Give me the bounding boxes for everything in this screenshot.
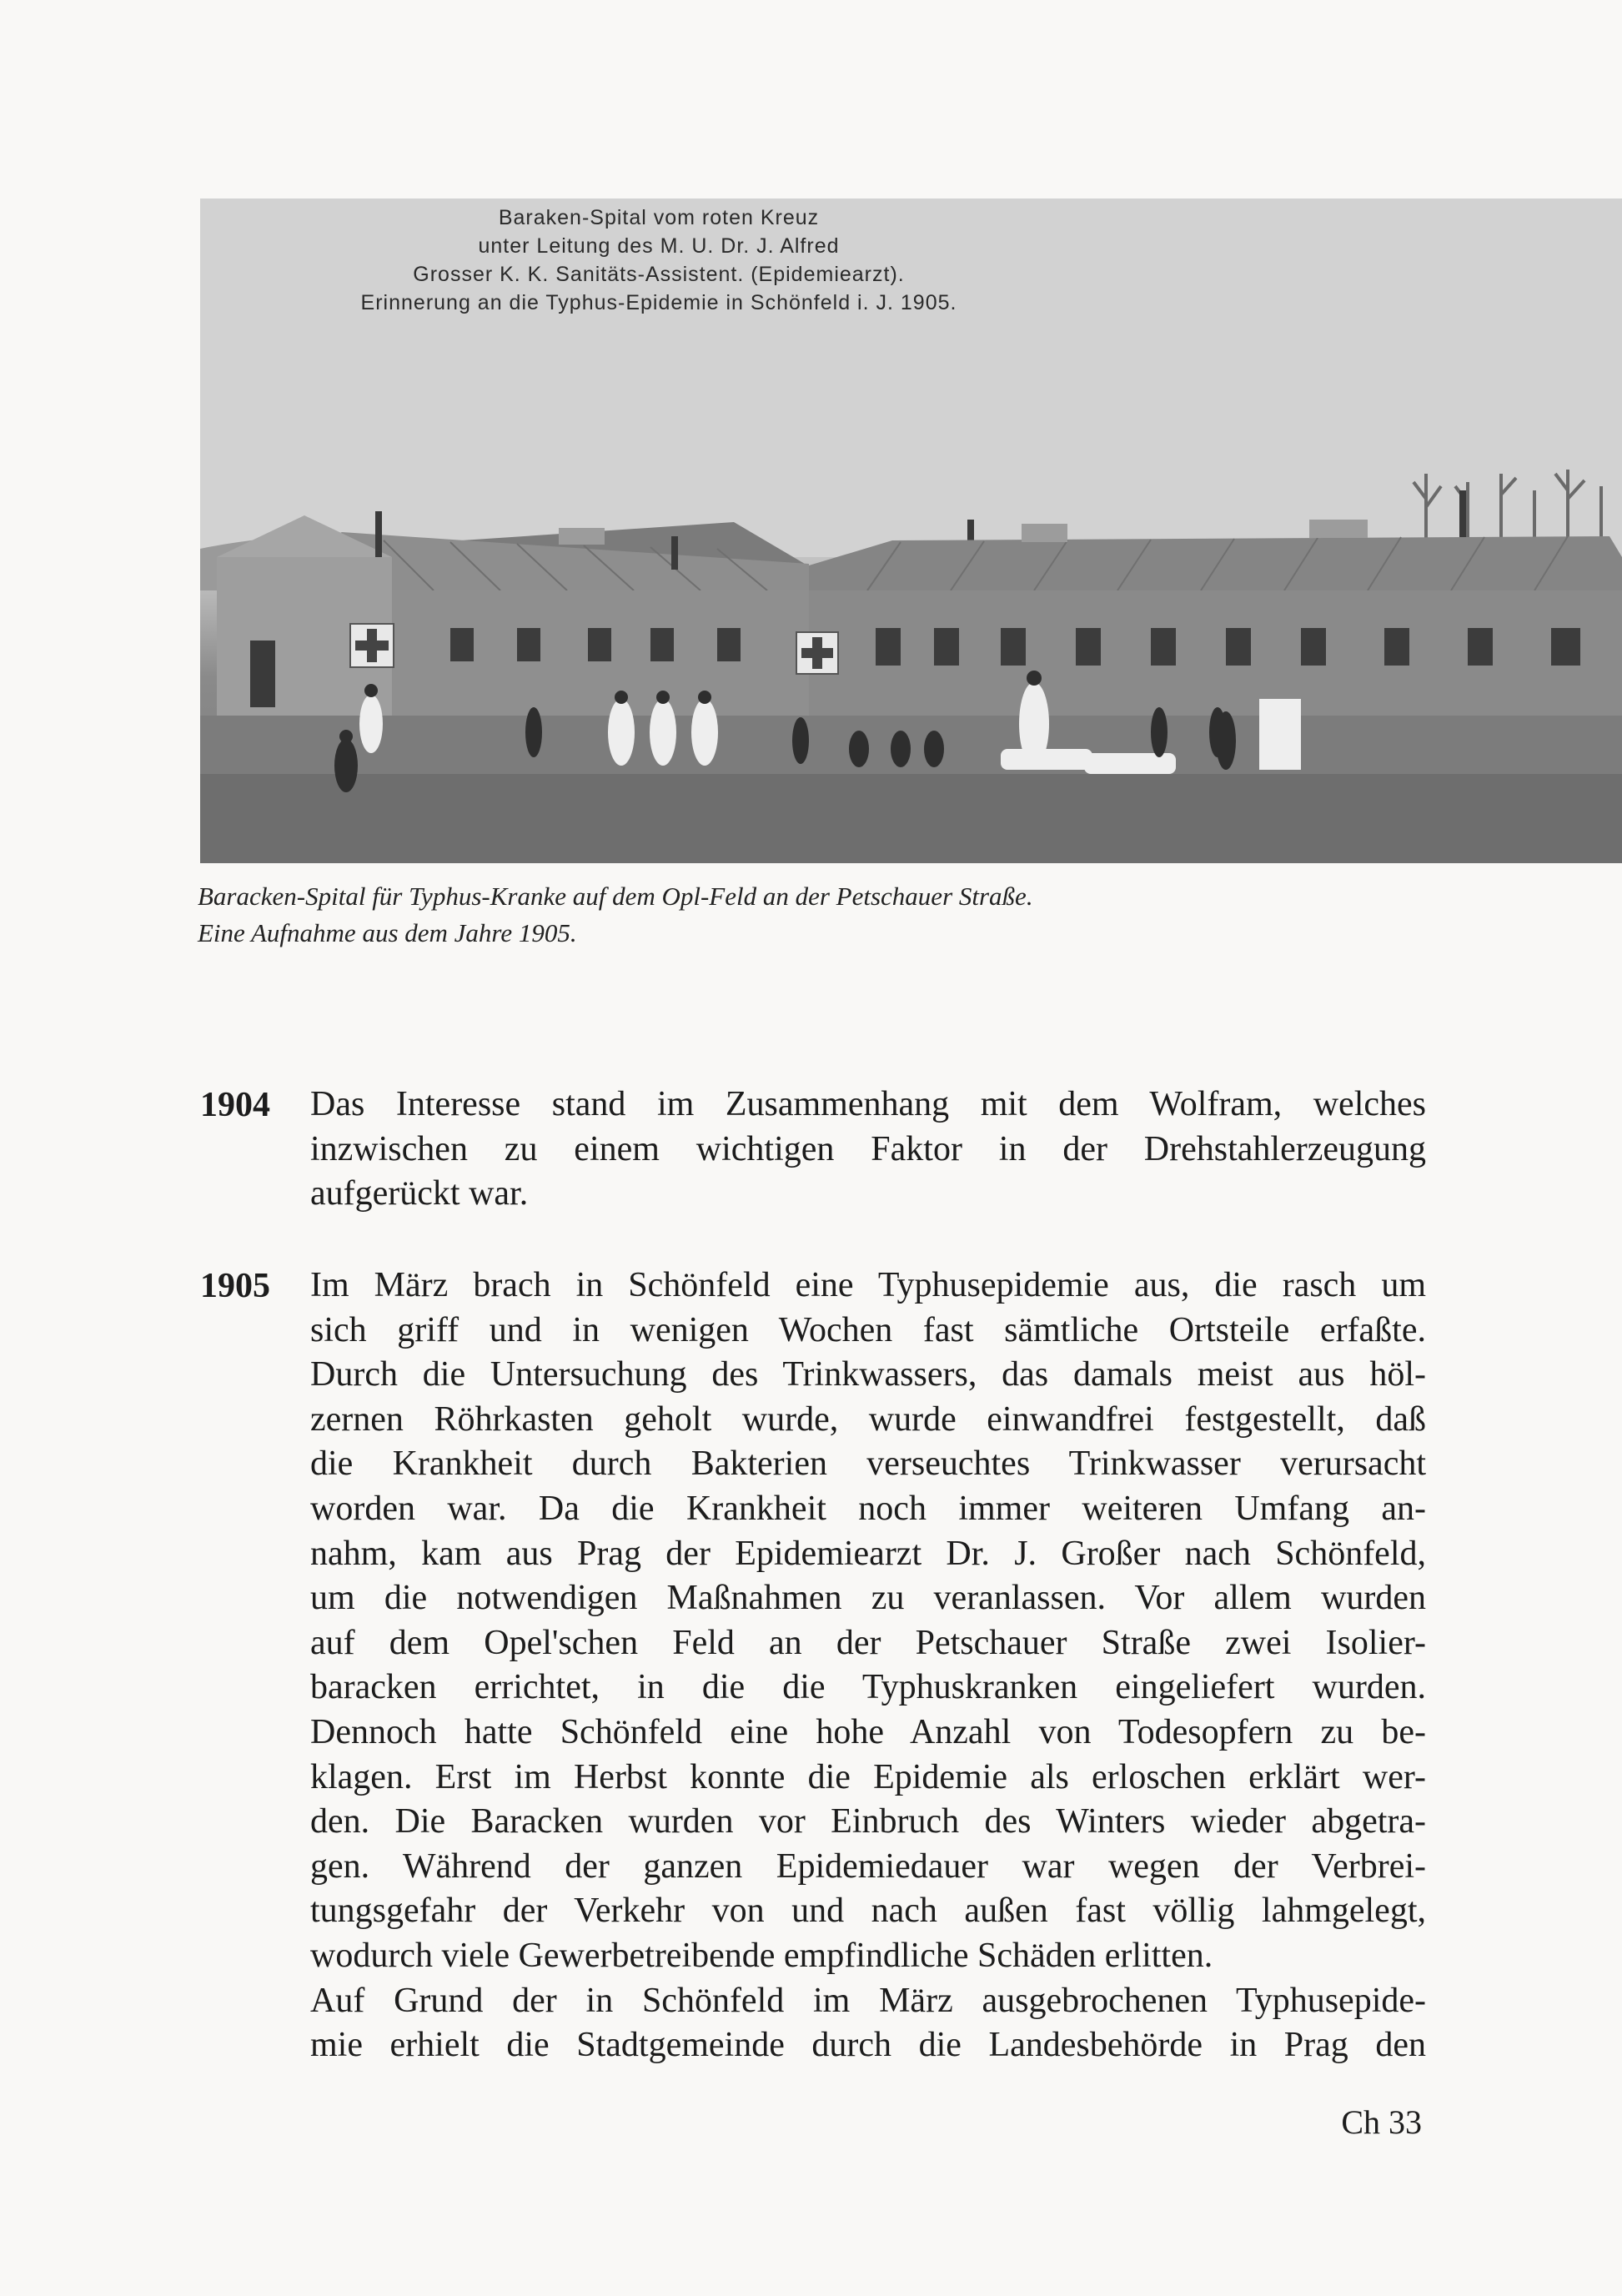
text-line: zernen Röhrkasten geholt wurde, wurde einwandfrei festgestellt, daß xyxy=(310,1399,1426,1439)
text-line: Dennoch hatte Schönfeld eine hohe Anzahl von Todesopfern zu be- xyxy=(310,1712,1426,1751)
text-line: Im März brach in Schönfeld eine Typhusepidemie aus, die rasch um xyxy=(310,1266,1426,1304)
text-line: tungsgefahr der Verkehr von und nach außen fast völlig lahmgelegt, xyxy=(310,1892,1426,1931)
text-line: klagen. Erst im Herbst konnte die Epidemie als erloschen erklärt wer- xyxy=(310,1757,1426,1796)
text-line: Durch die Untersuchung des Trinkwassers, das damals meist aus höl- xyxy=(310,1355,1426,1394)
text-line: Auf Grund der in Schönfeld im März ausgebrochenen Typhusepide- xyxy=(310,1981,1426,2020)
caption-line: Baracken-Spital für Typhus-Kranke auf dem Opl-Feld an der Petschauer Straße. xyxy=(198,882,1033,911)
photo-caption xyxy=(198,878,1282,952)
historic-photo xyxy=(200,198,1622,863)
photo-inscription xyxy=(325,203,992,317)
caption-line: Eine Aufnahme aus dem Jahre 1905. xyxy=(198,918,577,947)
text-line: worden war. Da die Krankheit noch immer weiteren Umfang an- xyxy=(310,1489,1426,1528)
entry-text xyxy=(310,1083,1426,1217)
text-line: mie erhielt die Stadtgemeinde durch die Landesbehörde in Prag den xyxy=(310,2026,1426,2065)
text-line: die Krankheit durch Bakterien verseuchtes Trinkwasser verursacht xyxy=(310,1444,1426,1484)
text-line: nahm, kam aus Prag der Epidemiearzt Dr. J. Großer nach Schönfeld, xyxy=(310,1534,1426,1573)
text-line: inzwischen zu einem wichtigen Faktor in der Drehstahlerzeugung xyxy=(310,1129,1426,1168)
text-line: baracken errichtet, in die die Typhuskranken eingeliefert wurden. xyxy=(310,1668,1426,1707)
text-line: auf dem Opel'schen Feld an der Petschauer Straße zwei Isolier- xyxy=(310,1623,1426,1662)
text-line: den. Die Baracken wurden vor Einbruch des Winters wieder abgetra- xyxy=(310,1802,1426,1841)
entry-text xyxy=(310,1264,1426,2068)
inscription-line: Grosser K. K. Sanitäts-Assistent. (Epidemiearzt). xyxy=(413,263,905,286)
text-line: sich griff und in wenigen Wochen fast sämtliche Ortsteile erfaßte. xyxy=(310,1310,1426,1349)
text-line: aufgerückt war. xyxy=(310,1174,529,1213)
inscription-line: Baraken-Spital vom roten Kreuz xyxy=(498,206,820,229)
entry-year: 1904 xyxy=(200,1086,270,1124)
page-number: Ch 33 xyxy=(1341,2103,1422,2141)
text-line: gen. Während der ganzen Epidemiedauer war wegen der Verbrei- xyxy=(310,1846,1426,1886)
text-line: um die notwendigen Maßnahmen zu veranlassen. Vor allem wurden xyxy=(310,1579,1426,1618)
text-line: Das Interesse stand im Zusammenhang mit dem Wolfram, welches xyxy=(310,1085,1426,1123)
inscription-line: unter Leitung des M. U. Dr. J. Alfred xyxy=(478,234,840,258)
text-line: wodurch viele Gewerbetreibende empfindliche Schäden erlitten. xyxy=(310,1936,1213,1975)
inscription-line: Erinnerung an die Typhus-Epidemie in Schönfeld i. J. 1905. xyxy=(360,291,957,314)
entry-year: 1905 xyxy=(200,1267,270,1305)
